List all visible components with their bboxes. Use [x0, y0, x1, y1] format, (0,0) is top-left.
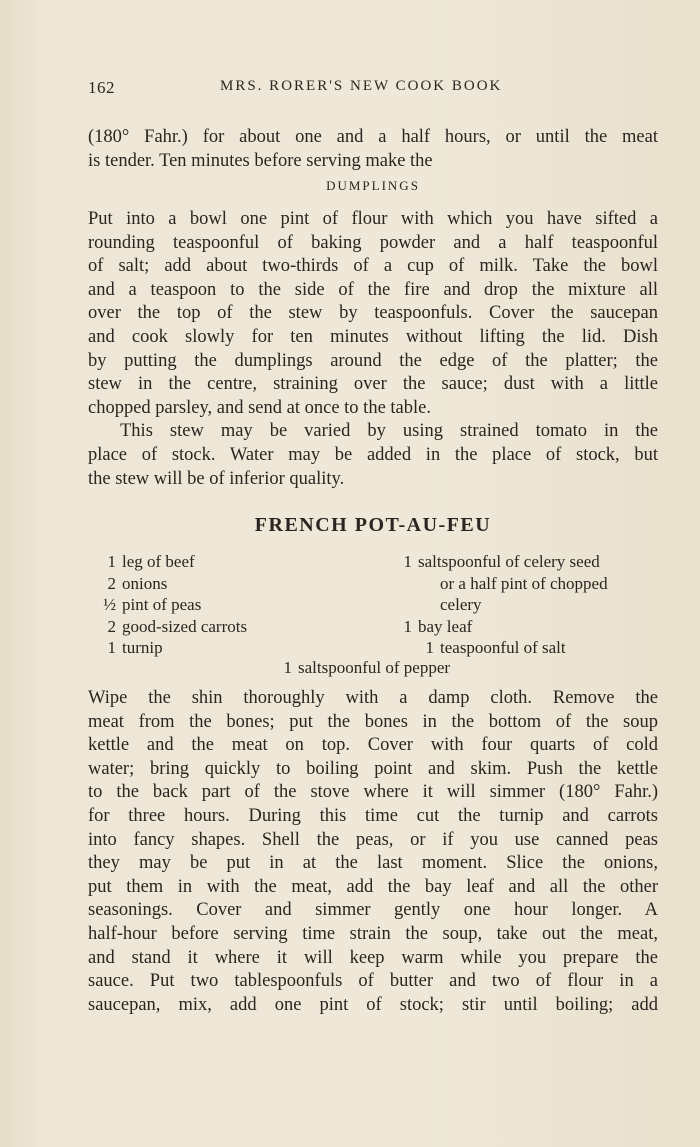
ingredient-continuation: celery [440, 595, 482, 614]
ingredient-item: ½ pint of peas [103, 595, 202, 614]
text-line: over the top of the stew by teaspoonfuls. Cover the saucepan [88, 303, 658, 324]
text-line: stew in the centre, straining over the sauce; dust with a little [88, 374, 658, 395]
text-line: rounding teaspoonful of baking powder and a half teaspoonful [88, 232, 658, 253]
text-line: put them in with the meat, add the bay leaf and all the other [88, 876, 658, 897]
recipe-title: FRENCH POT-AU-FEU [254, 514, 492, 536]
text-line: by putting the dumplings around the edge of the platter; the [88, 350, 658, 371]
page-number: 162 [88, 78, 115, 97]
running-head: MRS. RORER'S NEW COOK BOOK [220, 78, 503, 94]
ingredient-item: 2 good-sized carrots [107, 616, 248, 636]
text-line: half-hour before serving time strain the soup, take out the meat, [88, 923, 658, 944]
text-line: (180° Fahr.) for about one and a half hours, or until the meat [88, 127, 658, 147]
text-line: place of stock. Water may be added in the place of stock, but [88, 444, 658, 465]
ingredient-item: 2 onions [107, 573, 168, 593]
text-line: Put into a bowl one pint of flour with which you have sifted a [88, 209, 658, 229]
ingredient-item-center: 1 saltspoonful of pepper [283, 658, 451, 677]
text-line: kettle and the meat on top. Cover with four quarts of cold [88, 735, 658, 756]
method-paragraph [88, 687, 658, 1017]
text-line: and stand it where it will keep warm while you prepare the [88, 947, 658, 968]
text-line: for three hours. During this time cut the turnip and carrots [88, 805, 658, 826]
text-line: chopped parsley, and send at once to the table. [88, 397, 431, 418]
text-line: and a teaspoon to the side of the fire and drop the mixture all [88, 279, 658, 300]
ingredient-item: 1 bay leaf [403, 616, 473, 636]
text-line: into fancy shapes. Shell the peas, or if you use canned peas [88, 829, 658, 850]
text-line: Wipe the shin thoroughly with a damp cloth. Remove the [88, 688, 658, 708]
text-line: is tender. Ten minutes before serving make the [88, 150, 433, 171]
text-line: This stew may be varied by using strained tomato in the [120, 421, 658, 442]
section-heading-dumplings: DUMPLINGS [326, 178, 420, 193]
text-line: to the back part of the stove where it will simmer (180° Fahr.) [88, 782, 658, 803]
text-line: water; bring quickly to boiling point and skim. Push the kettle [88, 758, 658, 779]
dumplings-paragraph [88, 208, 658, 491]
ingredient-item: 1 saltspoonful of celery seed [403, 552, 600, 571]
text-line: of salt; add about two-thirds of a cup of milk. Take the bowl [88, 256, 658, 277]
text-line: saucepan, mix, add one pint of stock; stir until boiling; add [88, 994, 658, 1015]
ingredient-continuation: or a half pint of chopped [440, 573, 608, 593]
ingredient-item: 1 leg of beef [107, 552, 195, 571]
text-line: seasonings. Cover and simmer gently one hour longer. A [88, 900, 658, 921]
text-line: sauce. Put two tablespoonfuls of butter and two of flour in a [88, 971, 658, 992]
ingredients-right-column [388, 551, 608, 659]
text-line: the stew will be of inferior quality. [88, 468, 345, 489]
ingredient-item: 1 teaspoonful of salt [425, 638, 566, 657]
text-line: they may be put in at the last moment. Slice the onions, [88, 853, 658, 874]
ingredient-item: 1 turnip [107, 638, 163, 657]
text-line: and cook slowly for ten minutes without lifting the lid. Dish [88, 326, 658, 347]
page-header [88, 74, 658, 104]
intro-paragraph [88, 126, 658, 173]
text-line: meat from the bones; put the bones in the bottom of the soup [88, 711, 658, 732]
ingredients-left-column [92, 551, 247, 659]
